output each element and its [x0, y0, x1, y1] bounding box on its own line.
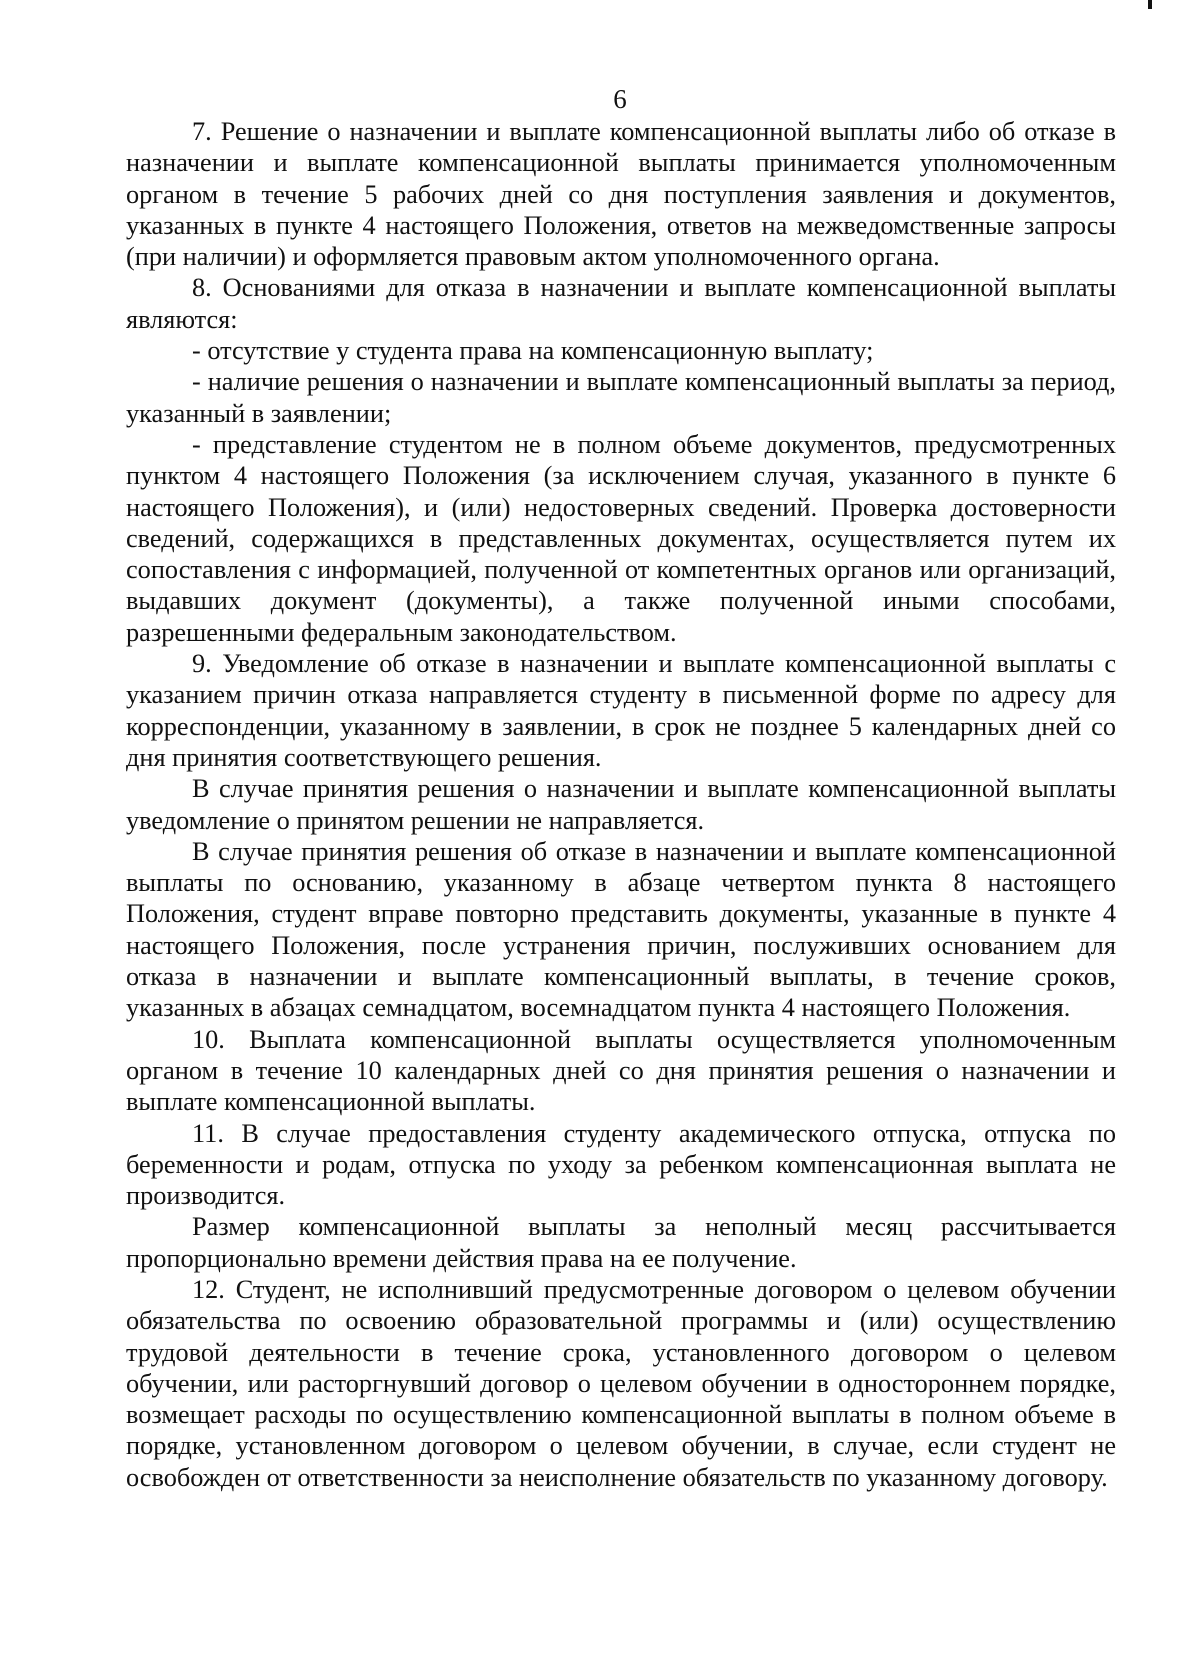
- paragraph-8-item-3: - представление студентом не в полном объеме документов, предусмотренных пунктом 4 настоящего Положения (за исключением случая, указанного в пункте 6 настоящего Положения), и (или) недостоверных сведений. Проверка достоверности сведений, содержащихся в представленных документах, осуществляется путем их сопоставления с информацией, полученной от компетентных органов или организаций, выдавших документ (документы), а также полученной иными способами, разрешенными федеральным законодательством.: [126, 429, 1116, 647]
- paragraph-11: 11. В случае предоставления студенту академического отпуска, отпуска по беременности и родам, отпуска по уходу за ребенком компенсационная выплата не производится.: [126, 1118, 1116, 1211]
- paragraph-12: 12. Студент, не исполнивший предусмотренные договором о целевом обучении обязательства по освоению образовательной программы и (или) осуществлению трудовой деятельности в течение срока, установленного договором о целевом обучении, или расторгнувший договор о целевом обучении в одностороннем порядке, возмещает расходы по осуществлению компенсационной выплаты в полном объеме в порядке, установленном договором о целевом обучении, в случае, если студент не освобожден от ответственности за неисполнение обязательств по указанному договору.: [126, 1274, 1116, 1492]
- paragraph-9-part-2: В случае принятия решения о назначении и выплате компенсационной выплаты уведомление о принятом решении не направляется.: [126, 774, 1116, 835]
- paragraph-10: 10. Выплата компенсационной выплаты осуществляется уполномоченным органом в течение 10 календарных дней со дня принятия решения о назначении и выплате компенсационной выплаты.: [126, 1024, 1116, 1117]
- paragraph-11-part-2: Размер компенсационной выплаты за неполный месяц рассчитывается пропорционально времени действия права на ее получение.: [126, 1212, 1116, 1273]
- paragraph-8-item-1: - отсутствие у студента права на компенсационную выплату;: [192, 336, 874, 366]
- paragraph-9-part-3: В случае принятия решения об отказе в назначении и выплате компенсационной выплаты по основанию, указанному в абзаце четвертом пункта 8 настоящего Положения, студент вправе повторно представить документы, указанные в пункте 4 настоящего Положения, после устранения причин, послуживших основанием для отказа в назначении и выплате компенсационный выплаты, в течение сроков, указанных в абзацах семнадцатом, восемнадцатом пункта 4 настоящего Положения.: [126, 836, 1116, 1023]
- document-body: [126, 116, 1116, 1493]
- paragraph-8-item-2: - наличие решения о назначении и выплате компенсационный выплаты за период, указанный в заявлении;: [126, 367, 1116, 428]
- paragraph-8: 8. Основаниями для отказа в назначении и выплате компенсационной выплаты являются:: [126, 273, 1116, 334]
- paragraph-7: 7. Решение о назначении и выплате компенсационной выплаты либо об отказе в назначении и выплате компенсационной выплаты принимается уполномоченным органом в течение 5 рабочих дней со дня поступления заявления и документов, указанных в пункте 4 настоящего Положения, ответов на межведомственные запросы (при наличии) и оформляется правовым актом уполномоченного органа.: [126, 117, 1116, 272]
- page-number: 6: [613, 84, 627, 114]
- paragraph-9: 9. Уведомление об отказе в назначении и выплате компенсационной выплаты с указанием причин отказа направляется студенту в письменной форме по адресу для корреспонденции, указанному в заявлении, в срок не позднее 5 календарных дней со дня принятия соответствующего решения.: [126, 649, 1116, 772]
- scan-mark: [1148, 0, 1152, 9]
